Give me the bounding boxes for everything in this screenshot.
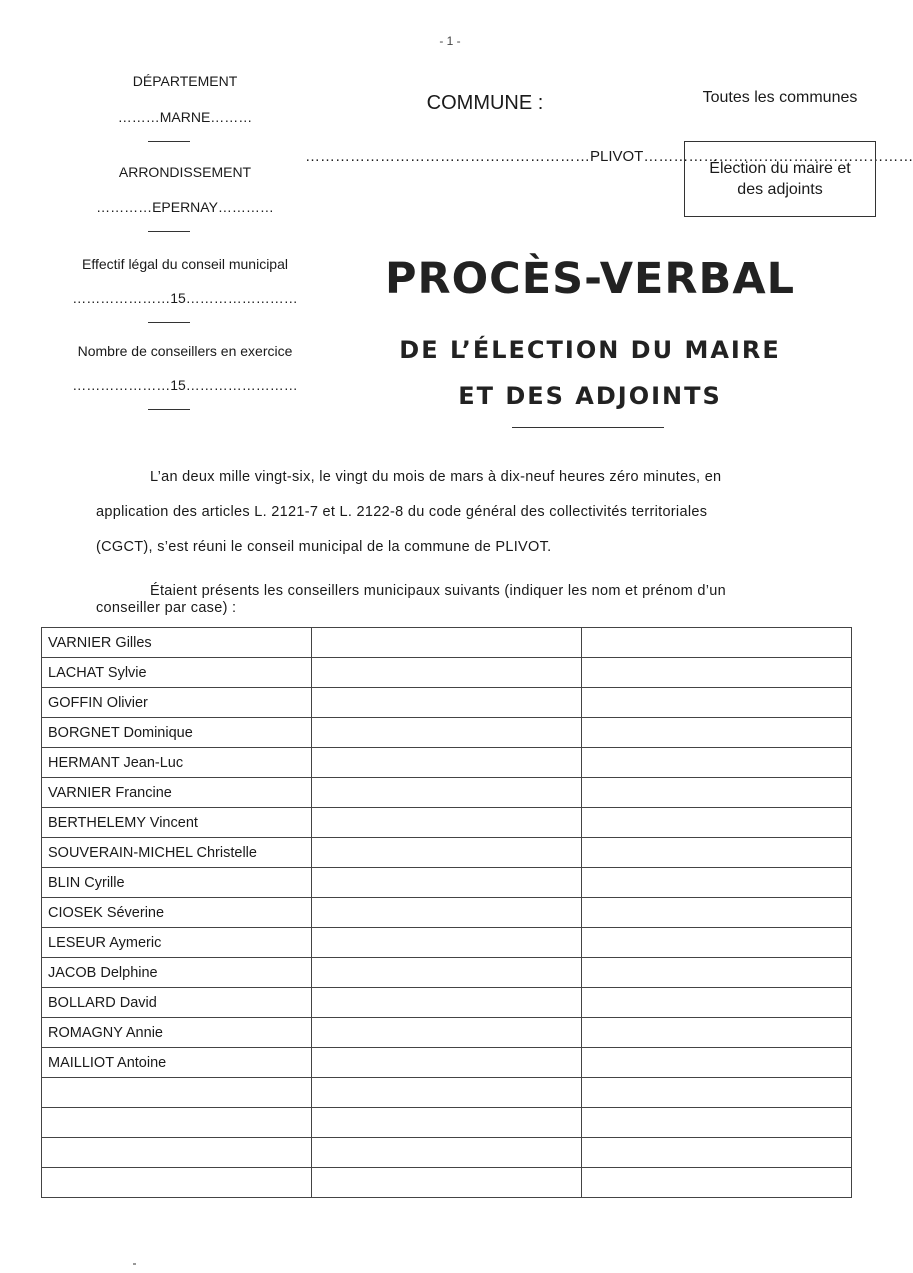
table-row (42, 1018, 852, 1048)
election-box: Élection du maire et des adjoints (684, 141, 876, 217)
council-member-cell (42, 1108, 312, 1138)
table-row (42, 778, 852, 808)
council-member-cell (582, 958, 852, 988)
council-member-cell (582, 1138, 852, 1168)
separator-rule (148, 141, 190, 142)
document-subtitle-line1: DE L’ÉLECTION DU MAIRE (399, 336, 781, 364)
conseillers-value: …………………15…………………… (72, 377, 298, 393)
council-member-cell: SOUVERAIN-MICHEL Christelle (42, 838, 312, 868)
council-member-cell (582, 688, 852, 718)
council-member-cell (312, 778, 582, 808)
table-row (42, 1138, 852, 1168)
council-member-cell (582, 1018, 852, 1048)
council-members-table (41, 627, 852, 1198)
table-row (42, 808, 852, 838)
council-member-cell: BLIN Cyrille (42, 868, 312, 898)
table-row (42, 958, 852, 988)
council-member-cell: GOFFIN Olivier (42, 688, 312, 718)
council-member-cell: HERMANT Jean-Luc (42, 748, 312, 778)
arrondissement-label: ARRONDISSEMENT (118, 164, 252, 180)
council-member-cell: LACHAT Sylvie (42, 658, 312, 688)
scan-mark (133, 1263, 136, 1265)
departement-label: DÉPARTEMENT (132, 73, 238, 89)
intro-line-1: L’an deux mille vingt-six, le vingt du mois de mars à dix-neuf heures zéro minutes, en (150, 469, 722, 485)
table-row (42, 1078, 852, 1108)
council-member-cell: BERTHELEMY Vincent (42, 808, 312, 838)
page-number: - 1 - (439, 34, 461, 48)
council-member-cell (312, 988, 582, 1018)
council-member-cell (42, 1168, 312, 1198)
toutes-communes-label: Toutes les communes (702, 89, 858, 106)
separator-rule (148, 231, 190, 232)
document-subtitle-line2: ET DES ADJOINTS (458, 382, 722, 410)
council-member-cell (582, 1048, 852, 1078)
council-member-cell (582, 808, 852, 838)
council-member-cell (582, 868, 852, 898)
table-row (42, 1048, 852, 1078)
council-member-cell (582, 718, 852, 748)
council-member-cell: LESEUR Aymeric (42, 928, 312, 958)
separator-rule (148, 322, 190, 323)
council-member-cell (582, 898, 852, 928)
council-member-cell (582, 838, 852, 868)
council-member-cell (582, 628, 852, 658)
council-member-cell (582, 928, 852, 958)
council-member-cell (312, 658, 582, 688)
council-member-cell (312, 1138, 582, 1168)
council-member-cell (312, 748, 582, 778)
presents-line-1: Étaient présents les conseillers municipaux suivants (indiquer les nom et prénom d’un (150, 583, 726, 599)
separator-rule (148, 409, 190, 410)
table-row (42, 868, 852, 898)
council-member-cell: CIOSEK Séverine (42, 898, 312, 928)
council-member-cell: ROMAGNY Annie (42, 1018, 312, 1048)
council-member-cell (582, 1108, 852, 1138)
council-member-cell (312, 718, 582, 748)
intro-line-3: (CGCT), s’est réuni le conseil municipal de la commune de PLIVOT. (96, 539, 552, 555)
council-member-cell (582, 748, 852, 778)
council-member-cell: VARNIER Francine (42, 778, 312, 808)
effectif-label: Effectif légal du conseil municipal (82, 256, 288, 272)
council-member-cell (582, 988, 852, 1018)
council-member-cell: BOLLARD David (42, 988, 312, 1018)
council-member-cell: MAILLIOT Antoine (42, 1048, 312, 1078)
council-member-cell (312, 1168, 582, 1198)
table-row (42, 898, 852, 928)
council-member-cell (312, 838, 582, 868)
council-member-cell (312, 1018, 582, 1048)
council-member-cell (312, 1078, 582, 1108)
council-member-cell: VARNIER Gilles (42, 628, 312, 658)
commune-name: …………………………………………………PLIVOT……………………………………………… (305, 148, 913, 165)
council-member-cell (42, 1078, 312, 1108)
table-row (42, 658, 852, 688)
table-row (42, 748, 852, 778)
effectif-value: …………………15…………………… (72, 290, 298, 306)
council-member-cell (312, 928, 582, 958)
council-member-cell (312, 898, 582, 928)
council-member-cell (312, 628, 582, 658)
table-row (42, 838, 852, 868)
document-title: PROCÈS-VERBAL (384, 254, 795, 304)
table-row (42, 1168, 852, 1198)
table-row (42, 988, 852, 1018)
title-underline (512, 427, 664, 428)
council-member-cell (582, 658, 852, 688)
intro-line-2: application des articles L. 2121-7 et L. 2122-8 du code général des collectivités territoriales (96, 504, 708, 520)
council-member-cell: JACOB Delphine (42, 958, 312, 988)
table-row (42, 1108, 852, 1138)
council-member-cell (312, 868, 582, 898)
departement-value: ………MARNE……… (117, 109, 253, 125)
arrondissement-value: …………EPERNAY………… (96, 199, 274, 215)
council-member-cell (312, 808, 582, 838)
table-row (42, 628, 852, 658)
council-member-cell (312, 958, 582, 988)
table-row (42, 928, 852, 958)
commune-label: COMMUNE : (426, 92, 544, 114)
council-member-cell (312, 688, 582, 718)
council-member-cell (582, 778, 852, 808)
council-member-cell (42, 1138, 312, 1168)
council-member-cell (312, 1048, 582, 1078)
council-member-cell (312, 1108, 582, 1138)
presents-line-2: conseiller par case) : (96, 600, 237, 616)
conseillers-label: Nombre de conseillers en exercice (77, 343, 293, 359)
table-row (42, 688, 852, 718)
table-row (42, 718, 852, 748)
council-member-cell: BORGNET Dominique (42, 718, 312, 748)
council-member-cell (582, 1168, 852, 1198)
council-member-cell (582, 1078, 852, 1108)
